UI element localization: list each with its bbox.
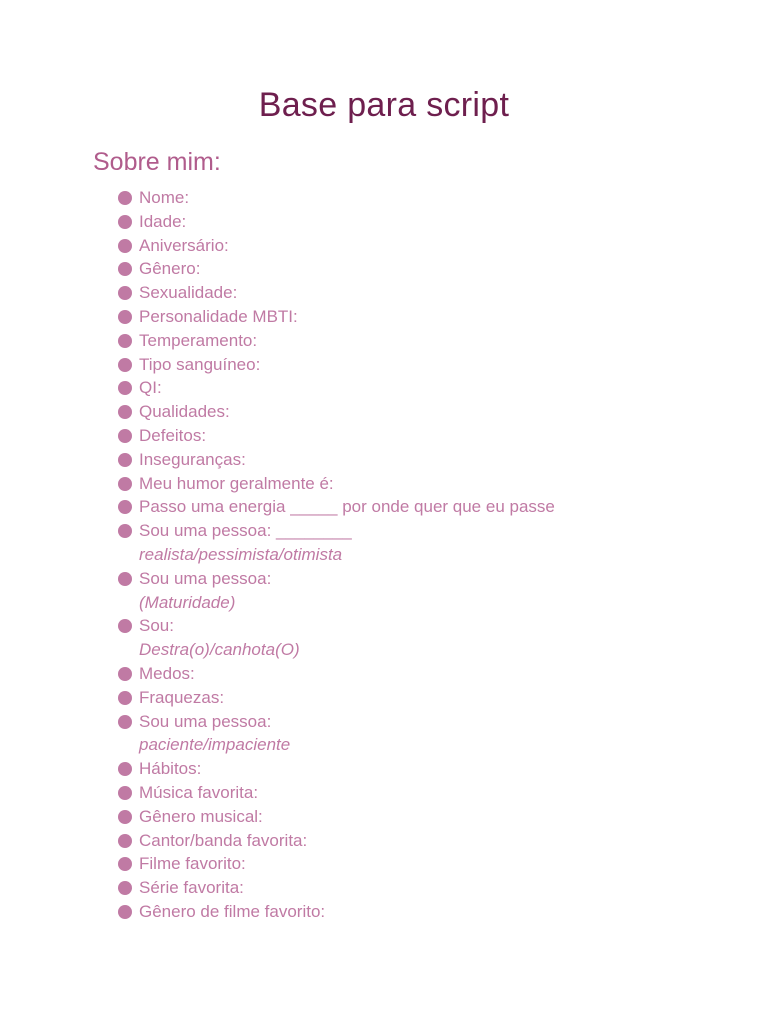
- list-item: [118, 329, 738, 353]
- item-label: Defeitos:: [139, 425, 207, 445]
- page-title: Base para script: [258, 86, 510, 124]
- bullet-icon: [118, 881, 132, 895]
- item-label: Qualidades:: [139, 402, 230, 422]
- bullet-icon: [118, 429, 132, 443]
- bullet-icon: [118, 691, 132, 705]
- item-label: Gênero musical:: [139, 806, 263, 826]
- item-label: Idade:: [139, 211, 187, 231]
- item-label: Música favorita:: [139, 782, 259, 802]
- item-label: Medos:: [139, 663, 195, 683]
- item-label: Personalidade MBTI:: [139, 306, 298, 326]
- bullet-icon: [118, 524, 132, 538]
- item-label: Hábitos:: [139, 759, 202, 779]
- list-item: [118, 400, 738, 424]
- bullet-icon: [118, 381, 132, 395]
- bullet-icon: [118, 358, 132, 372]
- bullet-icon: [118, 477, 132, 491]
- item-label: Sexualidade:: [139, 283, 238, 303]
- bullet-icon: [118, 715, 132, 729]
- list-item: [118, 900, 738, 924]
- list-item: [118, 662, 738, 686]
- list-item: [118, 805, 738, 829]
- item-label: Cantor/banda favorita:: [139, 830, 308, 850]
- bullet-icon: [118, 262, 132, 276]
- item-label: Fraquezas:: [139, 687, 225, 707]
- item-note: (Maturidade): [139, 592, 236, 612]
- item-label: Temperamento:: [139, 330, 258, 350]
- item-label: Gênero:: [139, 259, 201, 279]
- list-item: [118, 234, 738, 258]
- item-label: Inseguranças:: [139, 449, 246, 469]
- list-item: [118, 186, 738, 210]
- list-item: [118, 210, 738, 234]
- item-list: [118, 186, 738, 924]
- list-item: [118, 781, 738, 805]
- list-item: [118, 472, 738, 496]
- bullet-icon: [118, 239, 132, 253]
- list-item: [118, 614, 738, 662]
- bullet-icon: [118, 500, 132, 514]
- list-item: [118, 757, 738, 781]
- bullet-icon: [118, 310, 132, 324]
- bullet-icon: [118, 334, 132, 348]
- bullet-icon: [118, 619, 132, 633]
- item-label: Meu humor geralmente é:: [139, 473, 334, 493]
- bullet-icon: [118, 191, 132, 205]
- item-note: realista/pessimista/otimista: [139, 544, 343, 564]
- item-label: Gênero de filme favorito:: [139, 901, 326, 921]
- list-item: [118, 281, 738, 305]
- item-label: Aniversário:: [139, 235, 229, 255]
- item-label: Sou uma pessoa:: [139, 568, 272, 588]
- item-label: Passo uma energia _____ por onde quer que eu passe: [139, 497, 555, 517]
- item-label: Filme favorito:: [139, 854, 246, 874]
- list-item: [118, 305, 738, 329]
- item-note: paciente/impaciente: [139, 735, 291, 755]
- list-item: [118, 876, 738, 900]
- list-item: [118, 424, 738, 448]
- section-heading: Sobre mim:: [93, 148, 221, 176]
- bullet-icon: [118, 667, 132, 681]
- list-item: [118, 353, 738, 377]
- bullet-icon: [118, 405, 132, 419]
- list-item: [118, 710, 738, 758]
- list-item: [118, 829, 738, 853]
- list-item: [118, 519, 738, 567]
- item-label: Nome:: [139, 188, 190, 207]
- list-item: [118, 686, 738, 710]
- list-item: [118, 257, 738, 281]
- item-label: Série favorita:: [139, 878, 244, 898]
- bullet-icon: [118, 572, 132, 586]
- item-label: Sou uma pessoa:: [139, 711, 272, 731]
- item-note: Destra(o)/canhota(O): [139, 640, 300, 660]
- list-item: [118, 852, 738, 876]
- bullet-icon: [118, 905, 132, 919]
- bullet-icon: [118, 453, 132, 467]
- list-item: [118, 448, 738, 472]
- bullet-icon: [118, 834, 132, 848]
- bullet-icon: [118, 215, 132, 229]
- item-label: Sou:: [139, 616, 174, 636]
- bullet-icon: [118, 786, 132, 800]
- item-label: Sou uma pessoa: ________: [139, 521, 352, 541]
- list-item: [118, 495, 738, 519]
- item-label: Tipo sanguíneo:: [139, 354, 261, 374]
- bullet-icon: [118, 762, 132, 776]
- list-item: [118, 376, 738, 400]
- bullet-icon: [118, 286, 132, 300]
- bullet-icon: [118, 810, 132, 824]
- list-item: [118, 567, 738, 615]
- bullet-icon: [118, 857, 132, 871]
- item-label: QI:: [139, 378, 162, 398]
